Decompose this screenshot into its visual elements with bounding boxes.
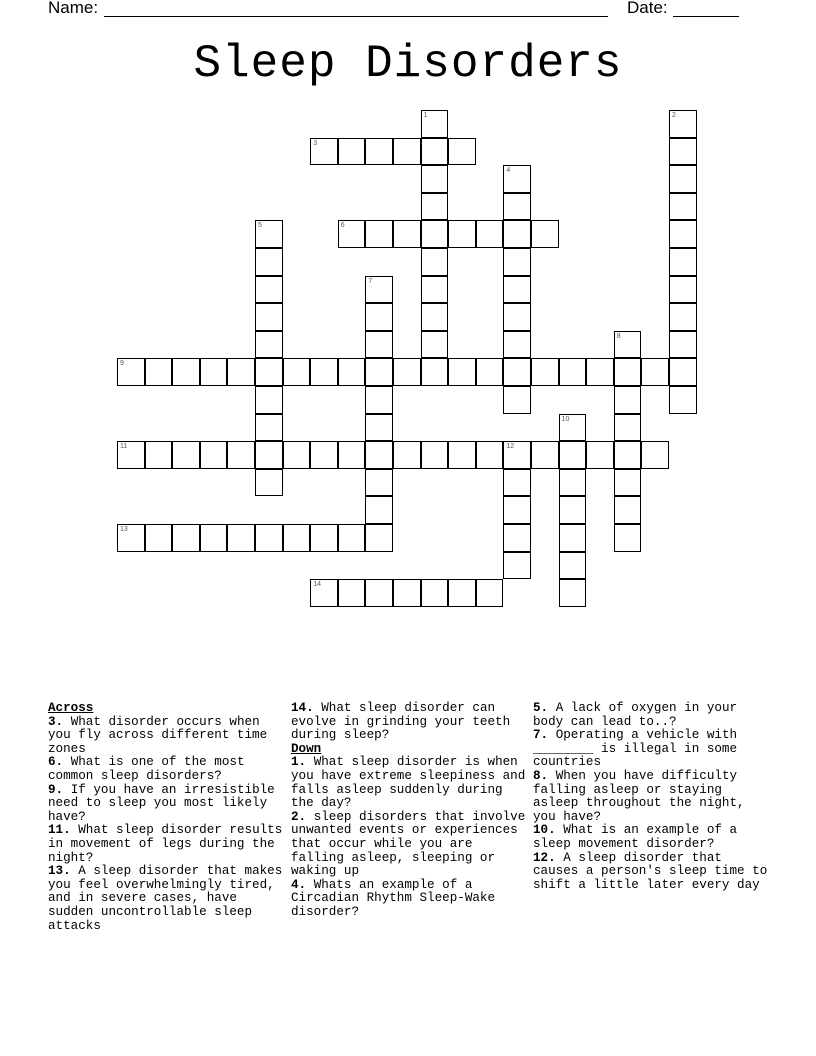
crossword-cell[interactable] [283,441,311,469]
clue-down-5: 5. A lack of oxygen in your body can lead to..? [533,701,738,729]
crossword-cell[interactable] [614,441,642,469]
clue-across-13: 13. A sleep disorder that makes you feel overwhelmingly tired, and in severe cases, have sudden uncontrollable sleep attacks [48,864,283,933]
clues-column-2 [291,702,527,920]
crossword-cell[interactable] [283,358,311,386]
crossword-cell[interactable] [172,441,200,469]
clues-column-1 [48,702,284,933]
crossword-cell[interactable] [117,441,145,469]
cell-number: 12 [506,443,515,451]
crossword-cell[interactable] [559,441,587,469]
crossword-cell[interactable] [393,579,421,607]
crossword-cell[interactable] [421,331,449,359]
cell-number: 14 [313,581,321,589]
date-label: Date: [627,0,668,17]
crossword-cell[interactable] [669,138,697,166]
crossword-cell[interactable] [476,220,504,248]
crossword-cell[interactable] [310,579,338,607]
crossword-cell[interactable] [669,358,697,386]
crossword-cell[interactable] [614,524,642,552]
crossword-cell[interactable] [365,524,393,552]
crossword-cell[interactable] [365,138,393,166]
crossword-cell[interactable] [448,358,476,386]
clue-down-8: 8. When you have difficulty falling asleep or staying asleep throughout the night, you have? [533,768,745,824]
crossword-cell[interactable] [421,110,449,138]
crossword-cell[interactable] [255,331,283,359]
crossword-cell[interactable] [255,414,283,442]
crossword-cell[interactable] [310,524,338,552]
crossword-cell[interactable] [227,358,255,386]
crossword-cell[interactable] [669,110,697,138]
down-heading: Down [291,741,322,756]
crossword-cell[interactable] [172,358,200,386]
crossword-cell[interactable] [669,220,697,248]
crossword-cell[interactable] [669,303,697,331]
clues-column-3 [533,702,769,892]
crossword-cell[interactable] [669,331,697,359]
crossword-cell[interactable] [227,441,255,469]
crossword-cell[interactable] [283,524,311,552]
cell-number: 13 [120,526,128,533]
crossword-cell[interactable] [586,441,614,469]
crossword-cell[interactable] [393,138,421,166]
crossword-cell[interactable] [365,276,393,304]
crossword-cell[interactable] [503,276,531,304]
crossword-cell[interactable] [559,469,587,497]
crossword-cell[interactable] [393,358,421,386]
crossword-cell[interactable] [448,579,476,607]
crossword-cell[interactable] [559,524,587,552]
crossword-cell[interactable] [338,579,366,607]
crossword-cell[interactable] [669,193,697,221]
clue-down-2: 2. sleep disorders that involve unwanted events or experiences that occur while you are falling asleep, sleeping or waking up [291,809,526,879]
crossword-cell[interactable] [421,276,449,304]
crossword-cell[interactable] [421,165,449,193]
crossword-cell[interactable] [200,441,228,469]
crossword-cell[interactable] [503,552,531,580]
crossword-cell[interactable] [365,303,393,331]
crossword-cell[interactable] [255,441,283,469]
crossword-cell[interactable] [669,386,697,414]
crossword-cell[interactable] [200,358,228,386]
crossword-cell[interactable] [448,220,476,248]
crossword-cell[interactable] [476,441,504,469]
crossword-cell[interactable] [421,303,449,331]
crossword-cell[interactable] [117,358,145,386]
clue-down-7: 7. Operating a vehicle with ________ is illegal in some countries [533,728,738,770]
crossword-cell[interactable] [669,276,697,304]
crossword-cell[interactable] [503,441,531,469]
cell-number: 10 [561,415,570,423]
crossword-cell[interactable] [503,331,531,359]
crossword-cell[interactable] [365,496,393,524]
cell-number: 8 [616,332,621,340]
crossword-cell[interactable] [476,579,504,607]
crossword-cell[interactable] [503,386,531,414]
crossword-cell[interactable] [421,138,449,166]
crossword-cell[interactable] [448,138,476,166]
crossword-cell[interactable] [503,524,531,552]
crossword-cell[interactable] [559,358,587,386]
cell-number: 9 [120,360,124,368]
crossword-cell[interactable] [503,220,531,248]
crossword-cell[interactable] [255,276,283,304]
crossword-cell[interactable] [365,469,393,497]
cell-number: 3 [313,139,318,147]
crossword-cell[interactable] [255,386,283,414]
cell-number: 7 [368,277,373,285]
cell-number: 1 [423,112,428,119]
crossword-cell[interactable] [614,414,642,442]
clue-across-11: 11. What sleep disorder results in movement of legs during the night? [48,823,283,865]
crossword-cell[interactable] [255,220,283,248]
crossword-cell[interactable] [531,220,559,248]
crossword-cell[interactable] [338,524,366,552]
crossword-cell[interactable] [614,331,642,359]
crossword-cell[interactable] [503,248,531,276]
crossword-cell[interactable] [421,441,449,469]
crossword-cell[interactable] [503,496,531,524]
crossword-cell[interactable] [255,469,283,497]
crossword-cell[interactable] [393,441,421,469]
crossword-cell[interactable] [421,220,449,248]
crossword-cell[interactable] [365,579,393,607]
crossword-cell[interactable] [641,358,669,386]
crossword-cell[interactable] [669,165,697,193]
name-label: Name: [48,0,99,17]
crossword-cell[interactable] [255,303,283,331]
clue-down-1: 1. What sleep disorder is when you have extreme sleepiness and falls asleep suddenly during the day? [291,755,526,811]
across-heading: Across [48,701,94,715]
crossword-cell[interactable] [365,386,393,414]
crossword-cell[interactable] [421,193,449,221]
crossword-cell[interactable] [503,303,531,331]
crossword-cell[interactable] [559,552,587,580]
crossword-cell[interactable] [255,524,283,552]
crossword-cell[interactable] [393,220,421,248]
crossword-cell[interactable] [365,414,393,442]
cell-number: 6 [340,222,345,230]
crossword-cell[interactable] [365,331,393,359]
clue-down-10: 10. What is an example of a sleep movement disorder? [533,823,738,851]
cell-number: 11 [120,443,128,451]
crossword-cell[interactable] [338,220,366,248]
crossword-cell[interactable] [365,220,393,248]
crossword-cell[interactable] [503,165,531,193]
crossword-cell[interactable] [614,358,642,386]
crossword-cell[interactable] [255,358,283,386]
crossword-cell[interactable] [145,524,173,552]
crossword-cell[interactable] [503,358,531,386]
crossword-cell[interactable] [476,358,504,386]
crossword-cell[interactable] [503,469,531,497]
crossword-cell[interactable] [338,441,366,469]
crossword-cell[interactable] [172,524,200,552]
clue-across-6: 6. What is one of the most common sleep disorders? [48,755,245,783]
crossword-cell[interactable] [614,386,642,414]
cell-number: 5 [258,222,262,230]
clue-down-4: 4. Whats an example of a Circadian Rhythm Sleep-Wake disorder? [291,877,496,919]
crossword-cell[interactable] [145,441,173,469]
clue-across-3: 3. What disorder occurs when you fly across different time zones [48,714,268,756]
clue-down-12: 12. A sleep disorder that causes a person's sleep time to shift a little later every day [533,850,768,892]
page-title: Sleep Disorders [193,38,623,90]
crossword-cell[interactable] [559,496,587,524]
crossword-cell[interactable] [421,579,449,607]
crossword-cell[interactable] [145,358,173,386]
clue-across-14: 14. What sleep disorder can evolve in grinding your teeth during sleep? [291,701,511,743]
crossword-cell[interactable] [559,414,587,442]
crossword-cell[interactable] [559,579,587,607]
crossword-cell[interactable] [365,358,393,386]
crossword-cell[interactable] [310,138,338,166]
crossword-cell[interactable] [614,496,642,524]
crossword-cell[interactable] [531,358,559,386]
crossword-cell[interactable] [365,441,393,469]
cell-number: 2 [672,112,676,119]
crossword-cell[interactable] [421,358,449,386]
crossword-cell[interactable] [227,524,255,552]
crossword-cell[interactable] [117,524,145,552]
crossword-cell[interactable] [310,358,338,386]
crossword-cell[interactable] [310,441,338,469]
crossword-cell[interactable] [255,248,283,276]
crossword-cell[interactable] [503,193,531,221]
cell-number: 4 [506,167,511,175]
clue-across-9: 9. If you have an irresistible need to sleep you most likely have? [48,782,275,824]
crossword-cell[interactable] [421,248,449,276]
crossword-cell[interactable] [531,441,559,469]
crossword-cell[interactable] [200,524,228,552]
crossword-cell[interactable] [669,248,697,276]
crossword-cell[interactable] [338,358,366,386]
crossword-cell[interactable] [338,138,366,166]
crossword-cell[interactable] [586,358,614,386]
crossword-cell[interactable] [641,441,669,469]
crossword-cell[interactable] [448,441,476,469]
crossword-cell[interactable] [614,469,642,497]
